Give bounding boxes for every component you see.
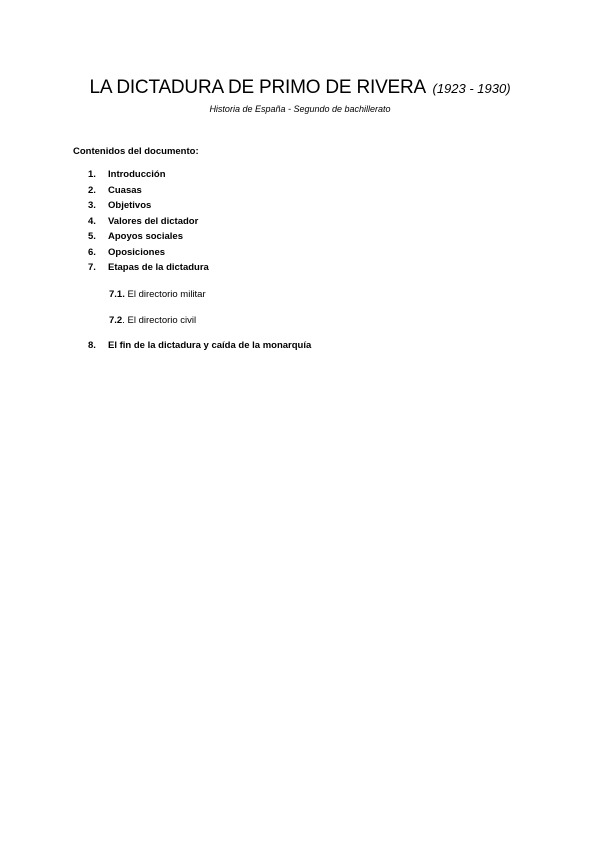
toc-subitem-directorio-militar bbox=[109, 289, 206, 300]
toc-item-number: 3. bbox=[88, 200, 96, 211]
toc-item-label: El fin de la dictadura y caída de la monarquía bbox=[108, 340, 312, 351]
toc-subitem-label: El directorio militar bbox=[127, 289, 206, 300]
toc-item-number: 6. bbox=[88, 246, 96, 258]
toc-item-etapas bbox=[88, 262, 209, 273]
toc-item-introduccion bbox=[88, 169, 166, 180]
toc-item-label: Objetivos bbox=[108, 200, 152, 211]
toc-item-number: 8. bbox=[88, 340, 96, 351]
toc-subitem-directorio-civil bbox=[109, 315, 196, 326]
toc-item-label: Apoyos sociales bbox=[108, 231, 183, 242]
toc-item-oposiciones bbox=[88, 247, 165, 258]
toc-item-label: Cuasas bbox=[108, 184, 142, 196]
toc-item-label: Valores del dictador bbox=[108, 215, 199, 227]
toc-subitem-number: 7.1. bbox=[109, 289, 125, 300]
toc-item-apoyos bbox=[88, 231, 183, 242]
toc-item-label: Oposiciones bbox=[108, 246, 166, 258]
toc-item-label: Etapas de la dictadura bbox=[108, 262, 209, 273]
document-subtitle: Historia de España - Segundo de bachillerato bbox=[209, 104, 391, 114]
title-years: (1923 - 1930) bbox=[432, 81, 511, 96]
title-main: LA DICTADURA DE PRIMO DE RIVERA bbox=[89, 77, 427, 98]
toc-item-number: 1. bbox=[88, 169, 96, 180]
toc-item-number: 7. bbox=[88, 262, 96, 273]
toc-subitem-number: 7.2 bbox=[109, 315, 123, 326]
toc-item-valores bbox=[88, 216, 198, 227]
toc-heading: Contenidos del documento: bbox=[73, 146, 199, 157]
toc-item-label: Introducción bbox=[108, 169, 166, 180]
toc-item-number: 4. bbox=[88, 215, 96, 227]
toc-item-number: 5. bbox=[88, 231, 96, 242]
toc-item-fin-dictadura bbox=[88, 340, 311, 351]
toc-subitem-label: . El directorio civil bbox=[122, 315, 197, 326]
toc-item-number: 2. bbox=[88, 184, 96, 196]
toc-item-objetivos bbox=[88, 200, 151, 211]
toc-item-causas bbox=[88, 185, 142, 196]
document-title bbox=[0, 77, 600, 99]
